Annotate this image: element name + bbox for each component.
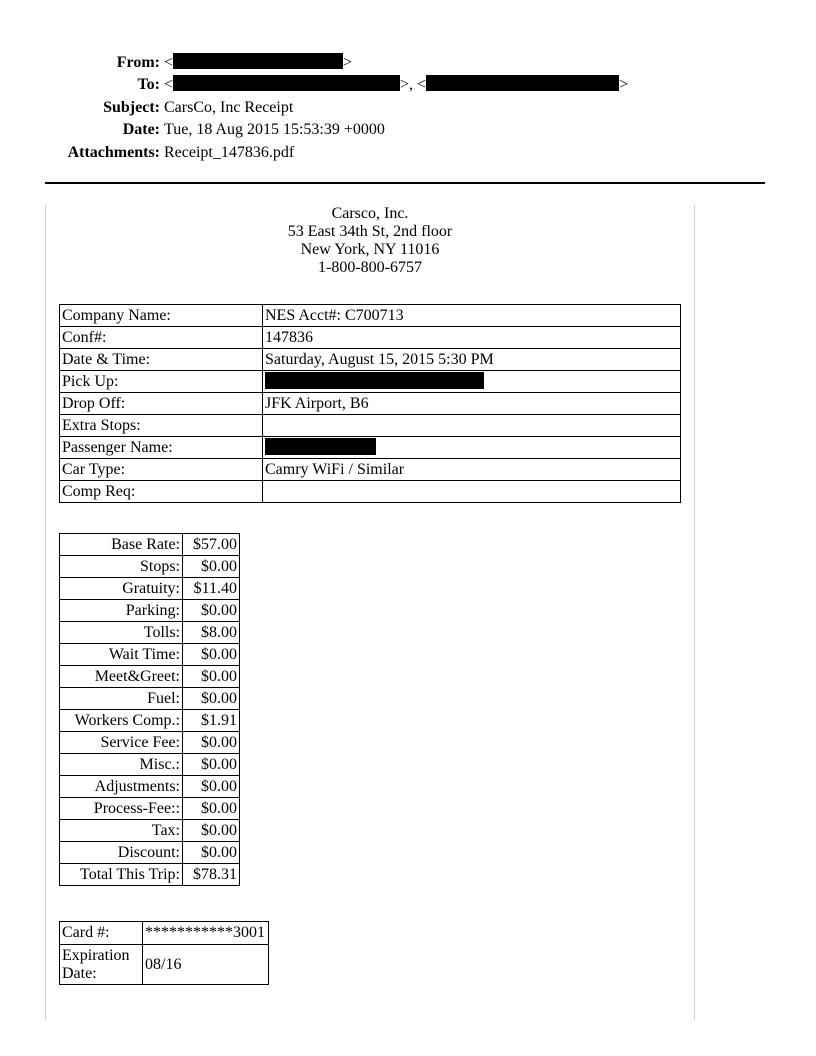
table-row <box>60 798 240 820</box>
attachments-row <box>0 142 816 164</box>
total-value: $78.31 <box>183 864 240 886</box>
from-value: < > <box>164 54 353 71</box>
redacted-block <box>173 75 400 91</box>
attachments-label: Attachments: <box>67 143 160 161</box>
table-row <box>60 732 240 754</box>
table-row <box>60 349 681 371</box>
table-row <box>60 688 240 710</box>
to-label: To: <box>137 76 160 94</box>
charge-value: $0.00 <box>183 820 240 842</box>
trip-label: Company Name: <box>60 305 263 327</box>
company-name: Carsco, Inc. <box>331 205 409 222</box>
redacted-block <box>426 75 619 91</box>
charge-value: $0.00 <box>183 666 240 688</box>
table-row <box>60 945 269 985</box>
charge-value: $0.00 <box>183 644 240 666</box>
header-divider <box>45 182 765 184</box>
trip-label: Pick Up: <box>60 371 263 393</box>
to-value: < >, < > <box>164 76 629 94</box>
from-row <box>0 52 816 74</box>
charges-table <box>59 533 240 886</box>
charge-label: Gratuity: <box>60 578 183 600</box>
charge-value: $57.00 <box>183 534 240 556</box>
charge-value: $0.00 <box>183 732 240 754</box>
table-row <box>60 534 240 556</box>
charge-label: Wait Time: <box>60 644 183 666</box>
charge-value: $0.00 <box>183 556 240 578</box>
date-value: Tue, 18 Aug 2015 15:53:39 +0000 <box>164 121 385 139</box>
table-row <box>60 556 240 578</box>
charge-label: Workers Comp.: <box>60 710 183 732</box>
attachment-link[interactable]: Receipt_147836.pdf <box>164 143 295 161</box>
trip-label: Passenger Name: <box>60 437 263 459</box>
subject-row <box>0 97 816 119</box>
table-row <box>60 754 240 776</box>
trip-value <box>263 415 681 437</box>
table-row <box>60 842 240 864</box>
date-row <box>0 119 816 141</box>
charge-label: Base Rate: <box>60 534 183 556</box>
redacted-block <box>265 438 376 455</box>
table-row <box>60 922 269 945</box>
date-label: Date: <box>122 121 160 139</box>
table-row <box>60 710 240 732</box>
table-row <box>60 371 681 393</box>
table-row <box>60 644 240 666</box>
company-city: New York, NY 11016 <box>300 241 440 258</box>
table-row <box>60 600 240 622</box>
trip-value: 147836 <box>263 327 681 349</box>
table-row <box>60 481 681 503</box>
total-label: Total This Trip: <box>60 864 183 886</box>
trip-info-table <box>59 304 681 503</box>
company-street: 53 East 34th St, 2nd floor <box>287 223 453 240</box>
charge-label: Service Fee: <box>60 732 183 754</box>
charge-label: Adjustments: <box>60 776 183 798</box>
expiration-label-line1: Expiration <box>62 946 130 964</box>
charge-value: $1.91 <box>183 710 240 732</box>
payment-table <box>59 921 269 985</box>
charge-value: $0.00 <box>183 754 240 776</box>
charge-label: Tax: <box>60 820 183 842</box>
charge-value: $11.40 <box>183 578 240 600</box>
table-row <box>60 305 681 327</box>
table-row <box>60 776 240 798</box>
charge-value: $0.00 <box>183 842 240 864</box>
table-row <box>60 327 681 349</box>
expiration-label <box>60 945 143 985</box>
table-row <box>60 578 240 600</box>
trip-label: Drop Off: <box>60 393 263 415</box>
trip-label: Conf#: <box>60 327 263 349</box>
charge-label: Tolls: <box>60 622 183 644</box>
total-row <box>60 864 240 886</box>
charge-value: $8.00 <box>183 622 240 644</box>
trip-value: Camry WiFi / Similar <box>263 459 681 481</box>
trip-value: Saturday, August 15, 2015 5:30 PM <box>263 349 681 371</box>
from-label: From: <box>116 54 160 71</box>
trip-value <box>263 481 681 503</box>
charge-value: $0.00 <box>183 688 240 710</box>
charge-label: Process-Fee:: <box>60 798 183 820</box>
charge-value: $0.00 <box>183 798 240 820</box>
trip-value-redacted <box>263 437 681 459</box>
charge-label: Misc.: <box>60 754 183 776</box>
table-row <box>60 820 240 842</box>
trip-value: NES Acct#: C700713 <box>263 305 681 327</box>
table-row <box>60 415 681 437</box>
expiration-date: 08/16 <box>143 945 269 985</box>
card-number: ***********3001 <box>143 922 269 945</box>
table-row <box>60 666 240 688</box>
expiration-label-line2: Date: <box>62 964 97 982</box>
table-row <box>60 622 240 644</box>
charge-label: Meet&Greet: <box>60 666 183 688</box>
company-address <box>45 205 695 277</box>
table-row <box>60 437 681 459</box>
charge-label: Stops: <box>60 556 183 578</box>
table-row <box>60 393 681 415</box>
charge-value: $0.00 <box>183 776 240 798</box>
trip-value-redacted <box>263 371 681 393</box>
trip-label: Comp Req: <box>60 481 263 503</box>
redacted-block <box>173 53 343 69</box>
card-label: Card #: <box>60 922 143 945</box>
subject-label: Subject: <box>103 98 160 116</box>
charge-label: Fuel: <box>60 688 183 710</box>
trip-label: Car Type: <box>60 459 263 481</box>
charge-value: $0.00 <box>183 600 240 622</box>
right-border <box>694 205 695 1020</box>
company-phone: 1-800-800-6757 <box>318 259 422 276</box>
charge-label: Discount: <box>60 842 183 864</box>
subject-value: CarsCo, Inc Receipt <box>164 98 294 116</box>
email-headers <box>0 52 816 164</box>
trip-value: JFK Airport, B6 <box>263 393 681 415</box>
trip-label: Date & Time: <box>60 349 263 371</box>
table-row <box>60 459 681 481</box>
trip-label: Extra Stops: <box>60 415 263 437</box>
charge-label: Parking: <box>60 600 183 622</box>
redacted-block <box>265 372 484 389</box>
left-border <box>45 205 46 1020</box>
to-row <box>0 74 816 96</box>
